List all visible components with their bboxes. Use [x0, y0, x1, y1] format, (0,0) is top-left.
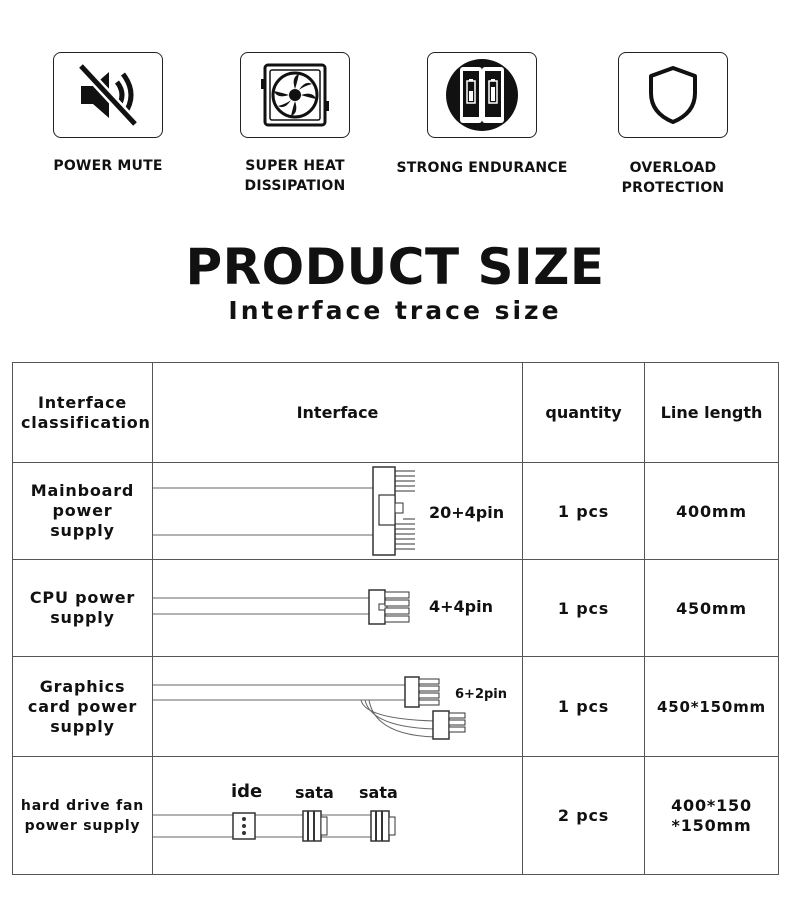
header-quantity: quantity — [523, 363, 645, 463]
table-row — [13, 657, 779, 757]
feature-label: POWER MUTE — [53, 158, 163, 174]
feature-heat-dissipation — [200, 52, 390, 196]
row-classification: Mainboard power supply — [13, 463, 153, 560]
header-line-length: Line length — [645, 363, 779, 463]
feature-label: OVERLOAD PROTECTION — [621, 160, 725, 196]
cpu-connector-diagram — [153, 560, 523, 657]
row-quantity: 1 pcs — [523, 463, 645, 560]
pin-label: 4+4pin — [429, 597, 493, 616]
speaker-mute-icon — [53, 52, 163, 138]
feature-power-mute — [13, 52, 203, 176]
connector-label-sata: sata — [295, 783, 334, 802]
row-length: 450*150mm — [645, 657, 779, 757]
row-quantity: 2 pcs — [523, 757, 645, 875]
row-classification: CPU power supply — [13, 560, 153, 657]
page-subtitle: Interface trace size — [228, 296, 562, 325]
header-classification: Interface classification — [13, 363, 153, 463]
row-classification: hard drive fan power supply — [13, 757, 153, 875]
table-row — [13, 463, 779, 560]
row-length: 450mm — [645, 560, 779, 657]
battery-icon — [427, 52, 537, 138]
connector-label-sata: sata — [359, 783, 398, 802]
table-row — [13, 757, 779, 875]
graphics-connector-diagram — [153, 657, 523, 757]
row-quantity: 1 pcs — [523, 560, 645, 657]
row-quantity: 1 pcs — [523, 657, 645, 757]
spec-table — [12, 362, 779, 875]
row-length: 400*150 *150mm — [645, 757, 779, 875]
feature-label: STRONG ENDURANCE — [396, 160, 568, 176]
mainboard-connector-diagram — [153, 463, 523, 560]
feature-strong-endurance — [387, 52, 577, 178]
header-interface: Interface — [153, 363, 523, 463]
feature-strip — [0, 0, 790, 200]
feature-overload-protection — [578, 52, 768, 198]
table-row — [13, 560, 779, 657]
page-title: PRODUCT SIZE — [185, 238, 605, 296]
row-classification: Graphics card power supply — [13, 657, 153, 757]
table-header-row — [13, 363, 779, 463]
pin-label: 6+2pin — [455, 687, 507, 702]
drive-fan-connector-diagram — [153, 757, 523, 875]
row-length: 400mm — [645, 463, 779, 560]
pin-label: 20+4pin — [429, 503, 505, 522]
connector-label-ide: ide — [231, 781, 263, 802]
shield-icon — [618, 52, 728, 138]
feature-label: SUPER HEAT DISSIPATION — [244, 158, 346, 194]
fan-icon — [240, 52, 350, 138]
